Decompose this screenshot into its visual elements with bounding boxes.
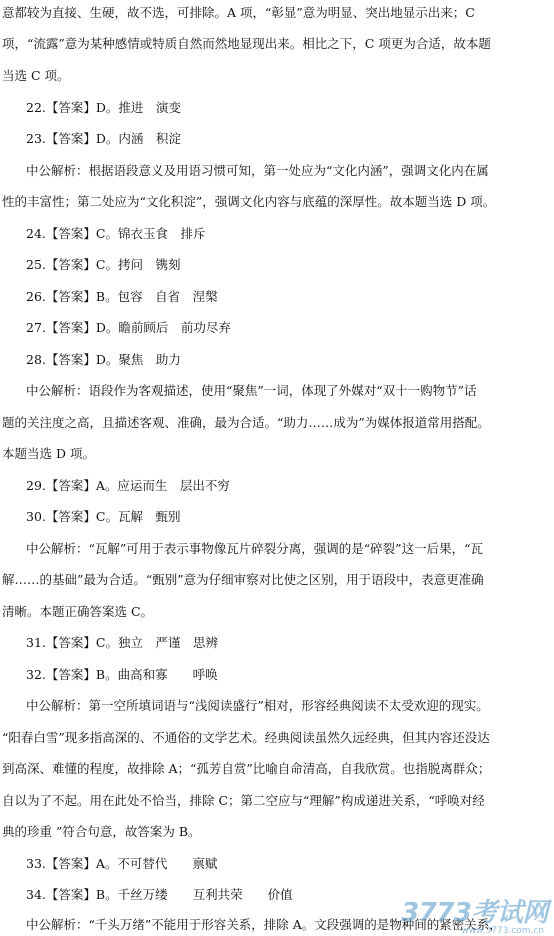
watermark xyxy=(348,900,548,936)
watermark-url: www.3773.com.cn xyxy=(461,926,544,936)
text-line: 性的丰富性；第二处应为“文化积淀”，强调文化内容与底蕴的深厚性。故本题当选 D 项。 xyxy=(2,194,496,209)
analysis-line: 中公解析：根据语段意义及用语习惯可知，第一处应为“文化内涵”，强调文化内在属 xyxy=(26,163,489,178)
text-line: 自以为了不起。用在此处不恰当，排除 C；第二空应与“理解”构成递进关系，“呼唤对经 xyxy=(2,793,485,808)
text-line: 项，“流露”意为某种感情或特质自然而然地显现出来。相比之下，C 项更为合适，故本题 xyxy=(2,36,491,51)
analysis-line: 中公解析：“千头万绪”不能用于形容关系，排除 A。文段强调的是物种间的紧密关系， xyxy=(26,917,502,932)
analysis-line: 中公解析：语段作为客观描述，使用“聚焦”一词，体现了外媒对“双十一购物节”话 xyxy=(26,383,477,398)
text-line: 解……的基础”最为合适。“甄别”意为仔细审察对比使之区别，用于语段中，表意更准确 xyxy=(2,572,484,587)
answer-line: 30.【答案】C。瓦解 甄别 xyxy=(26,509,181,524)
answer-line: 28.【答案】D。聚焦 助力 xyxy=(26,352,181,367)
answer-line: 29.【答案】A。应运而生 层出不穷 xyxy=(26,478,230,493)
answer-line: 34.【答案】B。千丝万缕 互利共荣 价值 xyxy=(26,887,293,902)
answer-line: 32.【答案】B。曲高和寡 呼唤 xyxy=(26,667,218,682)
answer-line: 23.【答案】D。内涵 积淀 xyxy=(26,131,181,146)
answer-line: 27.【答案】D。瞻前顾后 前功尽弃 xyxy=(26,320,231,335)
answer-line: 31.【答案】C。独立 严谨 思辨 xyxy=(26,635,218,650)
analysis-line: 中公解析：“瓦解”可用于表示事物像瓦片碎裂分离，强调的是“碎裂”这一后果，“瓦 xyxy=(26,541,483,556)
text-line: 到高深、难懂的程度，故排除 A；“孤芳自赏”比喻自命清高，自我欣赏。也指脱离群众； xyxy=(2,761,491,776)
answer-line: 24.【答案】C。锦衣玉食 排斥 xyxy=(26,226,206,241)
text-line: “阳春白雪”现多指高深的、不通俗的文学艺术。经典阅读虽然久远经典，但其内容还没达 xyxy=(2,730,490,745)
answer-line: 26.【答案】B。包容 自省 涅槃 xyxy=(26,289,218,304)
text-line: 当选 C 项。 xyxy=(2,68,70,83)
answer-line: 33.【答案】A。不可替代 禀赋 xyxy=(26,856,218,871)
text-line: 本题当选 D 项。 xyxy=(2,446,95,461)
text-line: 清晰。本题正确答案选 C。 xyxy=(2,604,154,619)
watermark-logo: 3773考试网 xyxy=(401,898,548,928)
answer-line: 22.【答案】D。推进 演变 xyxy=(26,100,181,115)
text-line: 题的关注度之高，且描述客观、准确，最为合适。“助力……成为”为媒体报道常用搭配。 xyxy=(2,415,490,430)
analysis-line: 中公解析：第一空所填词语与“浅阅读盛行”相对，形容经典阅读不太受欢迎的现实。 xyxy=(26,698,489,713)
text-line: 典的珍重 ”符合句意，故答案为 B。 xyxy=(2,824,201,839)
text-line: 意都较为直接、生硬，故不选，可排除。A 项，“彰显”意为明显、突出地显示出来；C xyxy=(2,5,475,20)
answer-line: 25.【答案】C。拷问 镌刻 xyxy=(26,257,181,272)
